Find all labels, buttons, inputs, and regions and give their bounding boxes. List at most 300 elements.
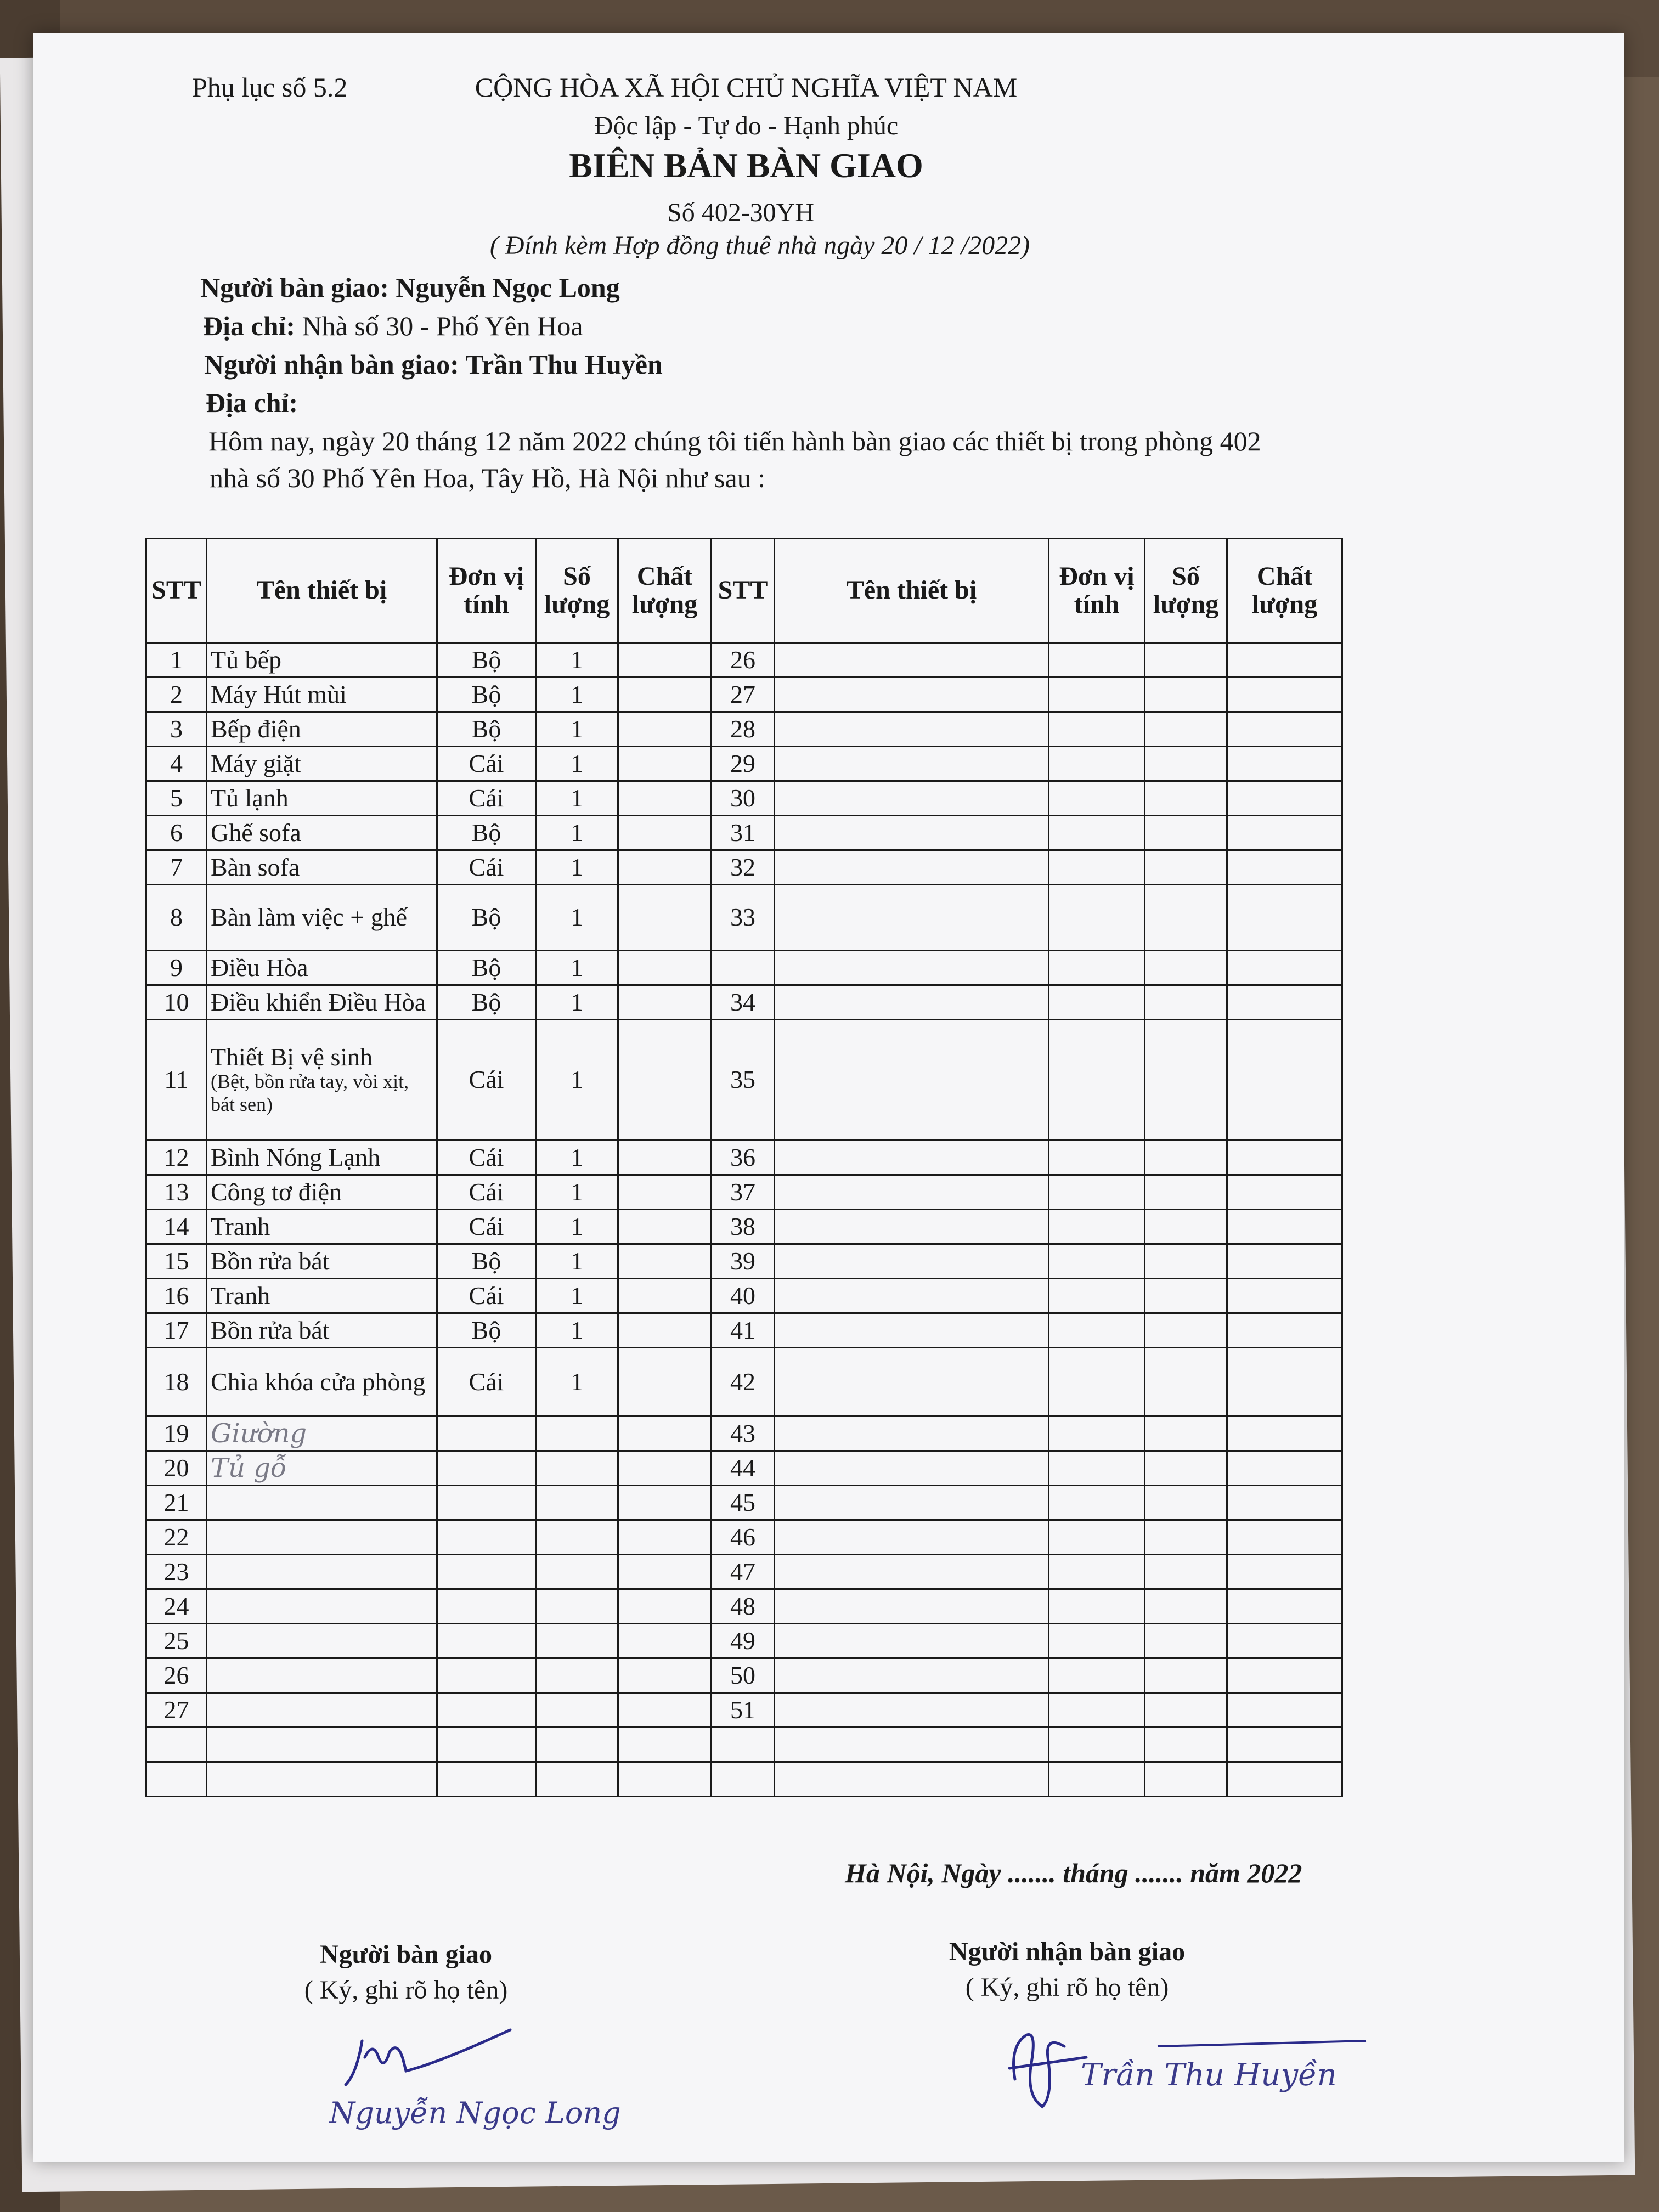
receiver-signature-name: Trần Thu Huyền [1081,2057,1337,2093]
quality-cell-2 [1227,1589,1342,1624]
unit-cell-2 [1049,1279,1145,1313]
table-row [146,951,1342,985]
quantity-cell [536,1693,618,1728]
stt-cell-2: 45 [712,1486,775,1520]
quantity-cell: 1 [536,781,618,816]
stt-cell: 3 [146,712,207,747]
table-row [146,1486,1342,1520]
giver-signature-note: ( Ký, ghi rõ họ tên) [304,1976,508,2005]
equipment-name-cell-2 [775,1555,1049,1589]
equipment-name-cell-2 [775,985,1049,1020]
stt-cell-2: 48 [712,1589,775,1624]
equipment-name-cell [207,1141,437,1175]
unit-cell [437,1693,536,1728]
quantity-cell-2 [1145,643,1227,678]
equipment-name-cell-2 [775,678,1049,712]
stt-cell: 17 [146,1313,207,1348]
stt-cell-2: 46 [712,1520,775,1555]
stt-cell-2: 30 [712,781,775,816]
table-row [146,1624,1342,1658]
equipment-name-cell-2 [775,850,1049,885]
equipment-name: Ghế sofa [211,818,301,847]
header-name: Tên thiết bị [207,539,437,643]
quality-cell [618,1451,712,1486]
quantity-cell-2 [1145,781,1227,816]
giver-signature-title: Người bàn giao [319,1940,493,1969]
equipment-name-cell-2 [775,712,1049,747]
stt-cell-2: 44 [712,1451,775,1486]
quality-cell [618,712,712,747]
table-header-row [146,539,1342,643]
quantity-cell: 1 [536,678,618,712]
quality-cell-2 [1227,1693,1342,1728]
equipment-name-cell-2 [775,1210,1049,1244]
equipment-name-cell-2 [775,1451,1049,1486]
table-row [146,1451,1342,1486]
quantity-cell: 1 [536,951,618,985]
unit-cell: Bộ [437,1313,536,1348]
equipment-name-cell [207,1486,437,1520]
motto: Độc lập - Tự do - Hạnh phúc [594,111,899,140]
stt-cell-2: 28 [712,712,775,747]
quality-cell [618,1141,712,1175]
quality-cell [618,1279,712,1313]
quality-cell-2 [1227,1624,1342,1658]
quality-cell [618,850,712,885]
stt-cell: 18 [146,1348,207,1417]
quality-cell-2 [1227,1279,1342,1313]
header-quality-2: Chất lượng [1227,539,1342,643]
quantity-cell [536,1451,618,1486]
unit-cell-2 [1049,1417,1145,1451]
quality-cell [618,1693,712,1728]
equipment-name-cell [207,747,437,781]
quality-cell-2 [1227,1348,1342,1417]
quantity-cell: 1 [536,1279,618,1313]
table-row [146,1175,1342,1210]
quantity-cell-2 [1145,747,1227,781]
quality-cell [618,1486,712,1520]
stt-cell: 8 [146,885,207,951]
table-row [146,1417,1342,1451]
table-row [146,1020,1342,1141]
equipment-name: Bếp điện [211,714,301,743]
unit-cell-2 [1049,1020,1145,1141]
unit-cell [437,1486,536,1520]
quantity-cell-2 [1145,1624,1227,1658]
equipment-name-cell-2 [775,1624,1049,1658]
equipment-name-cell [207,816,437,850]
unit-cell-2 [1049,712,1145,747]
quantity-cell [536,1520,618,1555]
quantity-cell-2 [1145,1244,1227,1279]
unit-cell [437,1762,536,1797]
unit-cell [437,1417,536,1451]
quantity-cell-2 [1145,1348,1227,1417]
quality-cell [618,1589,712,1624]
quality-cell-2 [1227,678,1342,712]
equipment-name-cell [207,643,437,678]
equipment-name-cell [207,1020,437,1141]
equipment-name: Tủ bếp [211,645,282,674]
unit-cell-2 [1049,1693,1145,1728]
stt-cell-2: 51 [712,1693,775,1728]
quantity-cell: 1 [536,985,618,1020]
stt-cell-2: 32 [712,850,775,885]
equipment-name-cell-2 [775,1520,1049,1555]
giver-address: Nhà số 30 - Phố Yên Hoa [295,311,583,341]
document-page [33,33,1624,2162]
header-name-2: Tên thiết bị [775,539,1049,643]
quality-cell [618,1244,712,1279]
quantity-cell [536,1658,618,1693]
republic-heading: CỘNG HÒA XÃ HỘI CHỦ NGHĨA VIỆT NAM [475,72,1018,103]
date-line: Hà Nội, Ngày ....... tháng ....... năm 2022 [845,1858,1302,1888]
stt-cell-2: 38 [712,1210,775,1244]
stt-cell-2: 50 [712,1658,775,1693]
stt-cell-2: 27 [712,678,775,712]
stt-cell-2: 37 [712,1175,775,1210]
unit-cell-2 [1049,951,1145,985]
quantity-cell-2 [1145,1728,1227,1762]
unit-cell [437,1520,536,1555]
stt-cell: 27 [146,1693,207,1728]
equipment-name-cell-2 [775,816,1049,850]
quantity-cell: 1 [536,643,618,678]
unit-cell: Cái [437,1348,536,1417]
quantity-cell-2 [1145,1693,1227,1728]
equipment-name: Máy Hút mùi [211,680,347,708]
unit-cell-2 [1049,781,1145,816]
table-row [146,678,1342,712]
equipment-name-cell-2 [775,643,1049,678]
quantity-cell-2 [1145,1589,1227,1624]
quantity-cell [536,1486,618,1520]
quantity-cell: 1 [536,1020,618,1141]
stt-cell: 12 [146,1141,207,1175]
header-unit-2: Đơn vị tính [1049,539,1145,643]
stt-cell-2: 41 [712,1313,775,1348]
stt-cell [146,1728,207,1762]
quality-cell [618,951,712,985]
quantity-cell-2 [1145,712,1227,747]
quantity-cell-2 [1145,1279,1227,1313]
equipment-name: Điều khiển Điều Hòa [211,988,426,1016]
unit-cell [437,1728,536,1762]
quality-cell [618,816,712,850]
equipment-name: Tranh [211,1281,270,1310]
equipment-name-cell-2 [775,1762,1049,1797]
equipment-name: Giường [211,1418,307,1449]
unit-cell-2 [1049,1313,1145,1348]
quantity-cell-2 [1145,1175,1227,1210]
quantity-cell: 1 [536,850,618,885]
intro-line-1: Hôm nay, ngày 20 tháng 12 năm 2022 chúng tôi tiến hành bàn giao các thiết bị trong phòng 402 [208,426,1261,456]
table-row [146,1658,1342,1693]
equipment-name: Công tơ điện [211,1177,342,1206]
attached-contract-note: ( Đính kèm Hợp đồng thuê nhà ngày 20 / 12 /2022) [489,231,1030,260]
stt-cell-2: 40 [712,1279,775,1313]
stt-cell-2: 42 [712,1348,775,1417]
unit-cell: Bộ [437,643,536,678]
equipment-name-cell-2 [775,781,1049,816]
stt-cell-2 [712,951,775,985]
unit-cell: Bộ [437,951,536,985]
equipment-name-cell [207,781,437,816]
unit-cell [437,1451,536,1486]
quantity-cell-2 [1145,1555,1227,1589]
unit-cell: Cái [437,850,536,885]
quantity-cell-2 [1145,850,1227,885]
quantity-cell: 1 [536,1141,618,1175]
equipment-name-cell [207,1658,437,1693]
equipment-name-cell-2 [775,1313,1049,1348]
equipment-name-cell [207,712,437,747]
unit-cell-2 [1049,885,1145,951]
giver-address-line [203,310,583,342]
appendix-label: Phụ lục số 5.2 [192,72,348,103]
unit-cell: Bộ [437,985,536,1020]
equipment-name-cell-2 [775,885,1049,951]
intro-line-2: nhà số 30 Phố Yên Hoa, Tây Hồ, Hà Nội như sau : [210,462,766,493]
unit-cell: Cái [437,781,536,816]
equipment-name-cell [207,1762,437,1797]
stt-cell: 7 [146,850,207,885]
quality-cell [618,1658,712,1693]
unit-cell [437,1589,536,1624]
stt-cell: 26 [146,1658,207,1693]
equipment-name-cell [207,1451,437,1486]
stt-cell-2: 31 [712,816,775,850]
equipment-name-cell-2 [775,1589,1049,1624]
equipment-name: Máy giặt [211,749,301,777]
quantity-cell-2 [1145,1141,1227,1175]
document-number: Số 402-30YH [667,198,815,227]
unit-cell-2 [1049,1210,1145,1244]
stt-cell: 6 [146,816,207,850]
stt-cell-2: 35 [712,1020,775,1141]
equipment-name-cell [207,1417,437,1451]
table-row [146,816,1342,850]
document-title: BIÊN BẢN BÀN GIAO [569,146,923,185]
quantity-cell [536,1728,618,1762]
equipment-name-cell-2 [775,1141,1049,1175]
quality-cell [618,1417,712,1451]
stt-cell: 15 [146,1244,207,1279]
equipment-name-cell [207,1728,437,1762]
quantity-cell: 1 [536,1175,618,1210]
stt-cell-2: 39 [712,1244,775,1279]
unit-cell-2 [1049,1486,1145,1520]
quality-cell [618,1020,712,1141]
equipment-name: Chìa khóa cửa phòng [211,1367,426,1396]
table-row [146,1244,1342,1279]
quality-cell-2 [1227,1244,1342,1279]
stt-cell-2: 26 [712,643,775,678]
quality-cell-2 [1227,1762,1342,1797]
unit-cell-2 [1049,816,1145,850]
unit-cell-2 [1049,1624,1145,1658]
unit-cell-2 [1049,1175,1145,1210]
stt-cell: 21 [146,1486,207,1520]
table-row [146,747,1342,781]
stt-cell: 20 [146,1451,207,1486]
unit-cell: Cái [437,1279,536,1313]
quantity-cell [536,1762,618,1797]
unit-cell: Bộ [437,816,536,850]
quantity-cell-2 [1145,1520,1227,1555]
giver-line: Người bàn giao: Nguyễn Ngọc Long [200,272,620,303]
quality-cell [618,1348,712,1417]
quality-cell-2 [1227,1520,1342,1555]
table-row [146,1141,1342,1175]
quality-cell-2 [1227,1141,1342,1175]
table-row [146,1348,1342,1417]
equipment-name-cell-2 [775,747,1049,781]
quantity-cell: 1 [536,885,618,951]
quality-cell-2 [1227,1658,1342,1693]
quantity-cell-2 [1145,985,1227,1020]
equipment-name-cell-2 [775,1175,1049,1210]
unit-cell: Bộ [437,678,536,712]
header-stt: STT [146,539,207,643]
receiver-address-label: Địa chỉ: [206,387,298,418]
equipment-name-cell-2 [775,1020,1049,1141]
table-row [146,1728,1342,1762]
equipment-name-cell [207,1279,437,1313]
table-row [146,643,1342,678]
equipment-name-cell-2 [775,1658,1049,1693]
quality-cell-2 [1227,1020,1342,1141]
quality-cell-2 [1227,1728,1342,1762]
equipment-name-cell-2 [775,1279,1049,1313]
equipment-name: Tranh [211,1212,270,1240]
table-row [146,1520,1342,1555]
stt-cell [146,1762,207,1797]
table-body [146,643,1342,1797]
quality-cell-2 [1227,781,1342,816]
stt-cell: 24 [146,1589,207,1624]
unit-cell-2 [1049,985,1145,1020]
equipment-name: Điều Hòa [211,953,308,981]
quantity-cell: 1 [536,1210,618,1244]
unit-cell: Cái [437,1020,536,1141]
unit-cell-2 [1049,1728,1145,1762]
equipment-name-cell-2 [775,1728,1049,1762]
equipment-name-cell [207,885,437,951]
quantity-cell-2 [1145,678,1227,712]
header-quantity: Số lượng [536,539,618,643]
quantity-cell: 1 [536,712,618,747]
stt-cell: 5 [146,781,207,816]
unit-cell: Cái [437,1175,536,1210]
quality-cell-2 [1227,816,1342,850]
quantity-cell-2 [1145,1313,1227,1348]
unit-cell: Bộ [437,885,536,951]
quality-cell [618,1520,712,1555]
equipment-name-cell [207,678,437,712]
unit-cell-2 [1049,1141,1145,1175]
quality-cell-2 [1227,1175,1342,1210]
header-unit: Đơn vị tính [437,539,536,643]
stt-cell-2: 34 [712,985,775,1020]
quality-cell-2 [1227,643,1342,678]
table-row [146,1762,1342,1797]
quantity-cell: 1 [536,1348,618,1417]
quality-cell-2 [1227,885,1342,951]
equipment-name-cell-2 [775,1348,1049,1417]
equipment-name-cell [207,1210,437,1244]
stt-cell: 1 [146,643,207,678]
quality-cell [618,1175,712,1210]
stt-cell-2: 43 [712,1417,775,1451]
unit-cell: Bộ [437,712,536,747]
stt-cell: 16 [146,1279,207,1313]
quality-cell-2 [1227,712,1342,747]
equipment-name-cell-2 [775,951,1049,985]
quality-cell-2 [1227,1451,1342,1486]
equipment-name-cell-2 [775,1417,1049,1451]
unit-cell-2 [1049,1244,1145,1279]
equipment-name: Bàn sofa [211,853,300,881]
quantity-cell-2 [1145,1417,1227,1451]
quality-cell [618,1762,712,1797]
quality-cell [618,1555,712,1589]
receiver-line: Người nhận bàn giao: Trần Thu Huyền [204,349,663,380]
quality-cell [618,985,712,1020]
stt-cell: 11 [146,1020,207,1141]
quantity-cell [536,1555,618,1589]
unit-cell-2 [1049,1555,1145,1589]
table-row [146,1313,1342,1348]
quality-cell-2 [1227,1486,1342,1520]
header-quantity-2: Số lượng [1145,539,1227,643]
equipment-name: Tủ lạnh [211,783,289,812]
equipment-name-cell [207,1348,437,1417]
stt-cell: 4 [146,747,207,781]
unit-cell [437,1624,536,1658]
quantity-cell-2 [1145,1762,1227,1797]
unit-cell-2 [1049,1348,1145,1417]
stt-cell: 14 [146,1210,207,1244]
stt-cell: 9 [146,951,207,985]
quality-cell-2 [1227,1555,1342,1589]
quality-cell-2 [1227,1313,1342,1348]
equipment-name-cell [207,1520,437,1555]
quantity-cell [536,1417,618,1451]
quality-cell [618,1624,712,1658]
equipment-name-cell [207,1624,437,1658]
stt-cell-2: 29 [712,747,775,781]
stt-cell-2: 33 [712,885,775,951]
equipment-name-cell-2 [775,1486,1049,1520]
equipment-name-cell [207,850,437,885]
table-row [146,850,1342,885]
unit-cell-2 [1049,1520,1145,1555]
equipment-table [145,538,1343,1797]
table-row [146,712,1342,747]
quantity-cell-2 [1145,1020,1227,1141]
quantity-cell: 1 [536,1313,618,1348]
unit-cell-2 [1049,1589,1145,1624]
receiver-signature-title: Người nhận bàn giao [949,1937,1186,1966]
quantity-cell-2 [1145,816,1227,850]
stt-cell: 25 [146,1624,207,1658]
equipment-name-cell-2 [775,1693,1049,1728]
equipment-name-cell [207,1589,437,1624]
quantity-cell [536,1589,618,1624]
stt-cell: 13 [146,1175,207,1210]
